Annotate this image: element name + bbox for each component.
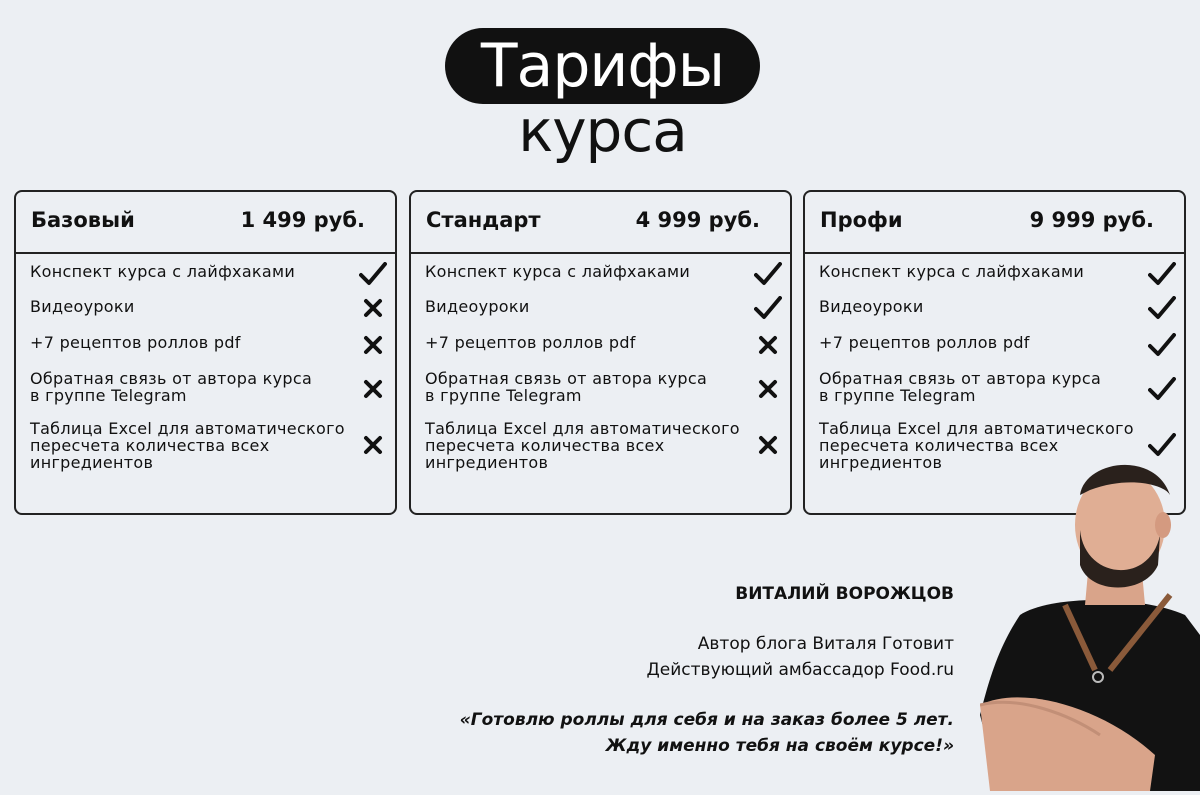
check-icon	[754, 296, 782, 320]
plan-card-header	[411, 192, 790, 254]
plan-card-header	[805, 192, 1184, 254]
plan-feature-text: Конспект курса с лайфхаками	[30, 262, 296, 281]
cross-icon	[754, 333, 782, 357]
author-ambassador: Действующий амбассадор Food.ru	[646, 660, 954, 680]
author-photo	[980, 455, 1200, 791]
author-name: ВИТАЛИЙ ВОРОЖЦОВ	[735, 584, 954, 604]
plan-feature-text: Видеоуроки	[819, 297, 924, 316]
title-subtitle: курса	[518, 97, 687, 165]
plan-price: 9 999 руб.	[1029, 208, 1154, 232]
plan-feature-text: Таблица Excel для автоматического пересчета количества всех ингредиентов	[425, 419, 740, 472]
author-quote-line2: Жду именно тебя на своём курсе!»	[605, 736, 954, 756]
plan-card-header	[16, 192, 395, 254]
check-icon	[754, 262, 782, 286]
plan-name: Базовый	[31, 208, 135, 232]
cross-icon	[359, 433, 387, 457]
cross-icon	[754, 433, 782, 457]
author-blog: Автор блога Виталя Готовит	[697, 634, 954, 654]
plan-feature-text: Конспект курса с лайфхаками	[425, 262, 691, 281]
plan-price: 1 499 руб.	[240, 208, 365, 232]
plan-feature-text: Таблица Excel для автоматического пересчета количества всех ингредиентов	[30, 419, 345, 472]
check-icon	[1148, 377, 1176, 401]
plan-feature-text: Конспект курса с лайфхаками	[819, 262, 1085, 281]
cross-icon	[359, 296, 387, 320]
plan-name: Стандарт	[426, 208, 541, 232]
plan-feature-text: Видеоуроки	[425, 297, 530, 316]
plan-feature-text: +7 рецептов роллов pdf	[425, 333, 636, 352]
plan-feature-text: Таблица Excel для автоматического пересчета количества всех ингредиентов	[819, 419, 1134, 472]
plan-price: 4 999 руб.	[635, 208, 760, 232]
check-icon	[1148, 433, 1176, 457]
title-pill: Тарифы	[445, 28, 760, 104]
cross-icon	[754, 377, 782, 401]
check-icon	[1148, 333, 1176, 357]
plan-feature-text: +7 рецептов роллов pdf	[30, 333, 241, 352]
plan-feature-text: Обратная связь от автора курса в группе Telegram	[30, 369, 313, 405]
plan-feature-text: Обратная связь от автора курса в группе Telegram	[425, 369, 708, 405]
check-icon	[1148, 262, 1176, 286]
cross-icon	[359, 333, 387, 357]
author-quote-line1: «Готовлю роллы для себя и на заказ более 5 лет.	[459, 710, 954, 730]
page-title	[0, 0, 1200, 180]
plan-feature-text: +7 рецептов роллов pdf	[819, 333, 1030, 352]
plan-feature-text: Обратная связь от автора курса в группе Telegram	[819, 369, 1102, 405]
cross-icon	[359, 377, 387, 401]
check-icon	[359, 262, 387, 286]
plan-name: Профи	[820, 208, 903, 232]
plan-feature-text: Видеоуроки	[30, 297, 135, 316]
check-icon	[1148, 296, 1176, 320]
